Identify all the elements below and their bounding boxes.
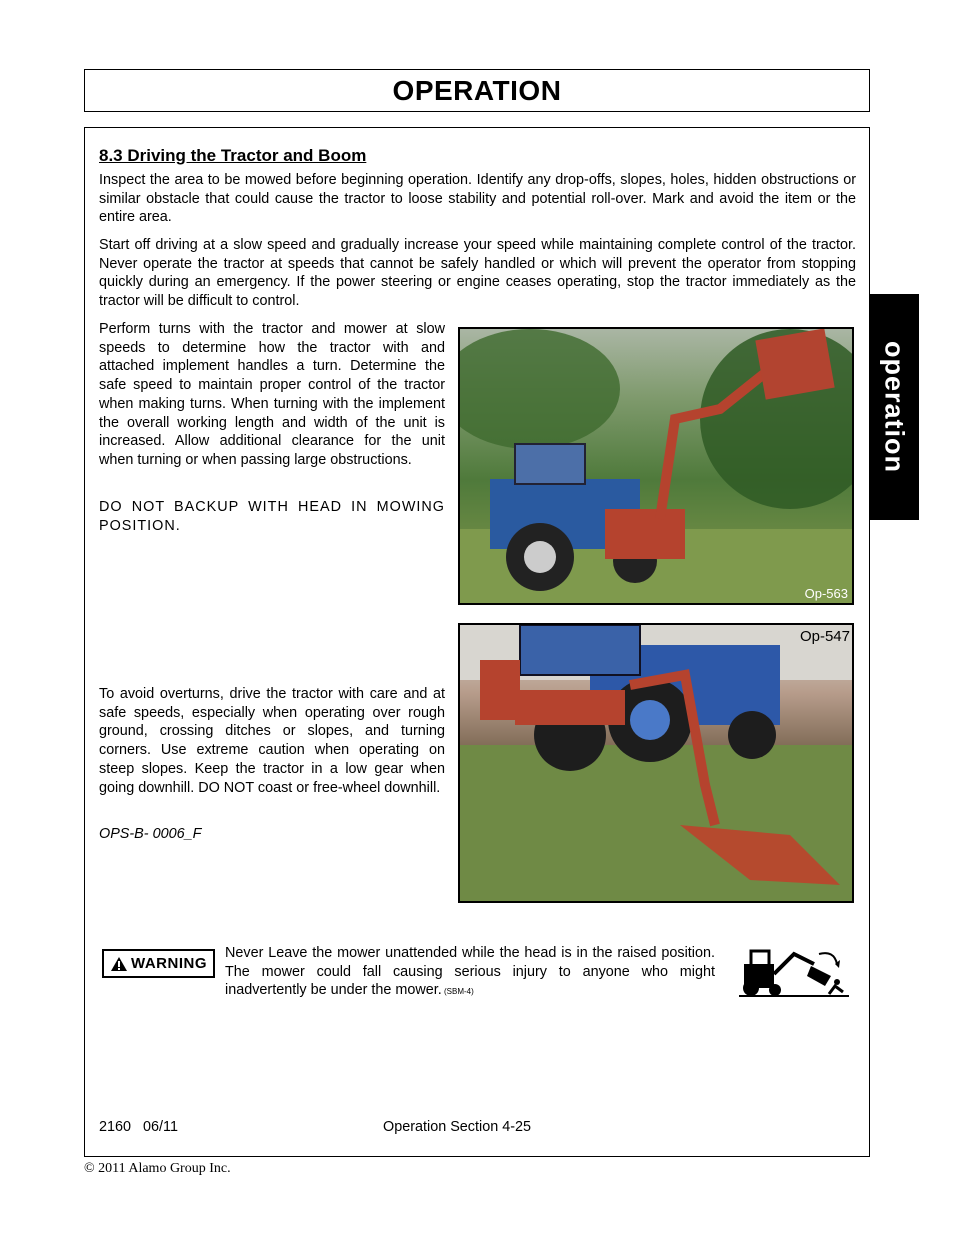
header-title: OPERATION	[392, 74, 562, 106]
paragraph-no-backup: DO NOT BACKUP WITH HEAD IN MOWING POSITION.	[99, 499, 445, 534]
paragraph-inspect-area: Inspect the area to be mowed before beginning operation. Identify any drop-offs, slopes, holes, hidden obstructions or similar obstacle that could cause the tractor to loose stability and potential roll-over. Mark and avoid the item or the entire area.	[99, 172, 856, 226]
warning-message: Never Leave the mower unattended while the head is in the raised position. The mower could fall causing serious injury to anyone who might inadvertently be under the mower.	[225, 945, 715, 999]
paragraph-perform-turns: Perform turns with the tractor and mower at slow speeds to determine how the tractor with and attached implement handles a turn. Determine the safe speed to maintain proper control of the tractor when making turns. When turning with the implement the overall working length and width of the unit is increased. Allow additional clearance for the unit when turning or when passing large obstructions.	[99, 321, 445, 468]
photo-tractor-boom-lowered	[458, 623, 854, 903]
tractor-boom-lowered-illustration	[460, 625, 852, 901]
photo-tractor-boom-raised	[458, 327, 854, 605]
section-reference-code: OPS-B- 0006_F	[99, 826, 202, 842]
footer-model-date: 2160 06/11	[99, 1119, 178, 1135]
copyright-notice: © 2011 Alamo Group Inc.	[84, 1161, 231, 1176]
warning-code: (SBM-4)	[441, 987, 474, 997]
figure-label-op-563: Op-563	[804, 586, 848, 601]
section-title: 8.3 Driving the Tractor and Boom	[99, 146, 367, 165]
warning-triangle-icon	[110, 956, 128, 972]
paragraph-avoid-overturns: To avoid overturns, drive the tractor with care and at safe speeds, especially when operating over rough ground, crossing ditches or slopes, and turning corners. Use extreme caution when operating on steep slopes. Keep the tractor in a low gear when going downhill. DO NOT coast or free-wheel downhill.	[99, 686, 445, 796]
figure-label-op-547: Op-547	[799, 628, 850, 645]
side-tab-label: operation	[879, 340, 910, 473]
warning-badge-label: WARNING	[131, 955, 207, 972]
tractor-boom-raised-illustration	[460, 329, 852, 603]
footer-page-reference: Operation Section 4-25	[383, 1119, 531, 1135]
page-header	[84, 69, 870, 112]
warning-text	[225, 944, 715, 1002]
warning-badge	[102, 949, 215, 978]
section-side-tab	[869, 294, 919, 520]
paragraph-start-driving: Start off driving at a slow speed and gradually increase your speed while maintaining complete control of the tractor. Never operate the tractor at speeds that cannot be safely handled or which will prevent the operator from stopping quickly during an emergency. If the power steering or engine ceases operating, stop the tractor immediately as the tractor will be difficult to control.	[99, 237, 856, 310]
falling-mower-hazard-icon	[739, 946, 849, 998]
